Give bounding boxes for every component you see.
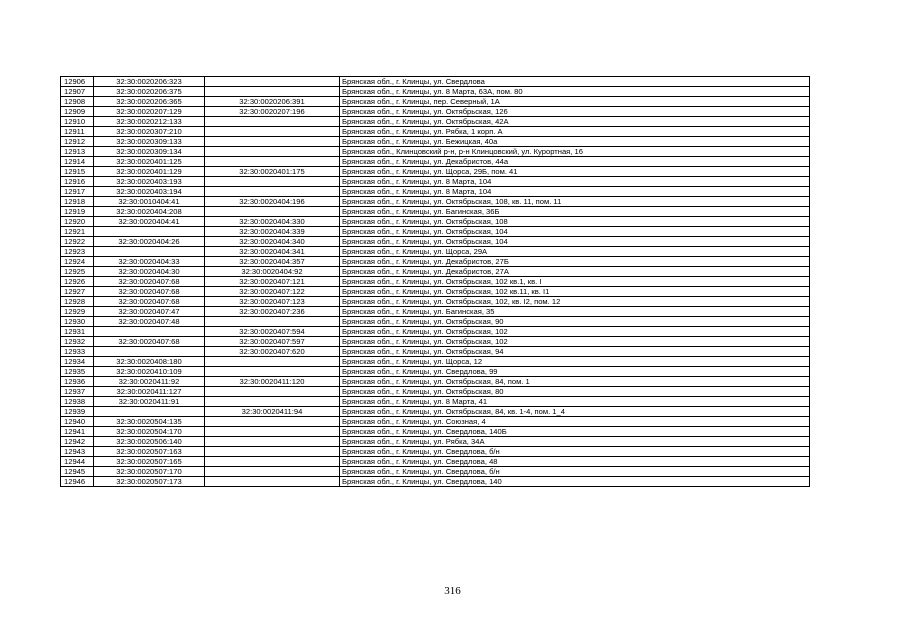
row-number-cell: 12931 xyxy=(61,327,94,337)
address-cell: Брянская обл., г. Клинцы, ул. Декабристов, 27А xyxy=(340,267,810,277)
address-cell: Брянская обл., г. Клинцы, ул. Октябрьская, 102 xyxy=(340,327,810,337)
related-number-cell xyxy=(205,137,340,147)
related-number-cell: 32:30:0020407:594 xyxy=(205,327,340,337)
cadastral-number-cell: 32:30:0020207:129 xyxy=(94,107,205,117)
related-number-cell: 32:30:0020411:120 xyxy=(205,377,340,387)
row-number-cell: 12943 xyxy=(61,447,94,457)
cadastral-number-cell: 32:30:0020309:134 xyxy=(94,147,205,157)
related-number-cell: 32:30:0020407:121 xyxy=(205,277,340,287)
related-number-cell xyxy=(205,127,340,137)
row-number-cell: 12912 xyxy=(61,137,94,147)
cadastral-number-cell: 32:30:0020404:208 xyxy=(94,207,205,217)
row-number-cell: 12941 xyxy=(61,427,94,437)
related-number-cell: 32:30:0020404:196 xyxy=(205,197,340,207)
table-row xyxy=(61,137,810,147)
table-row xyxy=(61,337,810,347)
row-number-cell: 12911 xyxy=(61,127,94,137)
related-number-cell: 32:30:0020404:330 xyxy=(205,217,340,227)
table-row xyxy=(61,267,810,277)
related-number-cell: 32:30:0020206:391 xyxy=(205,97,340,107)
related-number-cell xyxy=(205,357,340,367)
row-number-cell: 12928 xyxy=(61,297,94,307)
table-row xyxy=(61,77,810,87)
related-number-cell: 32:30:0020401:175 xyxy=(205,167,340,177)
table-row xyxy=(61,447,810,457)
related-number-cell: 32:30:0020407:597 xyxy=(205,337,340,347)
cadastral-number-cell: 32:30:0020404:41 xyxy=(94,217,205,227)
address-cell: Брянская обл., г. Клинцы, ул. Багинская, 35 xyxy=(340,307,810,317)
cadastral-number-cell: 32:30:0020407:68 xyxy=(94,287,205,297)
related-number-cell: 32:30:0020404:341 xyxy=(205,247,340,257)
related-number-cell xyxy=(205,207,340,217)
address-cell: Брянская обл., г. Клинцы, ул. Рябка, 1 корп. А xyxy=(340,127,810,137)
related-number-cell xyxy=(205,87,340,97)
row-number-cell: 12940 xyxy=(61,417,94,427)
related-number-cell xyxy=(205,77,340,87)
table-row xyxy=(61,97,810,107)
row-number-cell: 12932 xyxy=(61,337,94,347)
related-number-cell xyxy=(205,117,340,127)
cadastral-number-cell: 32:30:0020410:109 xyxy=(94,367,205,377)
cadastral-number-cell: 32:30:0020403:194 xyxy=(94,187,205,197)
row-number-cell: 12910 xyxy=(61,117,94,127)
row-number-cell: 12925 xyxy=(61,267,94,277)
address-cell: Брянская обл., г. Клинцы, ул. Октябрьская, 102 xyxy=(340,337,810,347)
cadastral-number-cell: 32:30:0020506:140 xyxy=(94,437,205,447)
row-number-cell: 12909 xyxy=(61,107,94,117)
address-cell: Брянская обл., г. Клинцы, пер. Северный, 1А xyxy=(340,97,810,107)
cadastral-number-cell xyxy=(94,247,205,257)
table-row xyxy=(61,167,810,177)
address-cell: Брянская обл., г. Клинцы, ул. Октябрьская, 104 xyxy=(340,227,810,237)
cadastral-number-cell: 32:30:0020309:133 xyxy=(94,137,205,147)
row-number-cell: 12918 xyxy=(61,197,94,207)
table-row xyxy=(61,217,810,227)
row-number-cell: 12915 xyxy=(61,167,94,177)
table-row xyxy=(61,87,810,97)
cadastral-number-cell xyxy=(94,347,205,357)
table-row xyxy=(61,297,810,307)
table-row xyxy=(61,397,810,407)
address-cell: Брянская обл., г. Клинцы, ул. Щорса, 29А xyxy=(340,247,810,257)
table-row xyxy=(61,257,810,267)
cadastral-number-cell: 32:30:0020507:165 xyxy=(94,457,205,467)
related-number-cell: 32:30:0020407:620 xyxy=(205,347,340,357)
table-row xyxy=(61,377,810,387)
address-cell: Брянская обл., г. Клинцы, ул. Октябрьская, 102 кв.1, кв. I xyxy=(340,277,810,287)
table-row xyxy=(61,107,810,117)
row-number-cell: 12908 xyxy=(61,97,94,107)
address-cell: Брянская обл., Клинцовский р-н, р-н Клинцовский, ул. Курортная, 16 xyxy=(340,147,810,157)
table-row xyxy=(61,417,810,427)
related-number-cell: 32:30:0020404:339 xyxy=(205,227,340,237)
address-cell: Брянская обл., г. Клинцы, ул. Бежицкая, 40а xyxy=(340,137,810,147)
row-number-cell: 12934 xyxy=(61,357,94,367)
address-cell: Брянская обл., г. Клинцы, ул. Октябрьская, 90 xyxy=(340,317,810,327)
table-row xyxy=(61,347,810,357)
table-row xyxy=(61,287,810,297)
row-number-cell: 12917 xyxy=(61,187,94,197)
address-cell: Брянская обл., г. Клинцы, ул. Октябрьская, 42А xyxy=(340,117,810,127)
row-number-cell: 12942 xyxy=(61,437,94,447)
table-row xyxy=(61,317,810,327)
table-row xyxy=(61,307,810,317)
address-cell: Брянская обл., г. Клинцы, ул. Октябрьская, 108 xyxy=(340,217,810,227)
table-row xyxy=(61,207,810,217)
row-number-cell: 12919 xyxy=(61,207,94,217)
cadastral-number-cell: 32:30:0020407:68 xyxy=(94,337,205,347)
related-number-cell xyxy=(205,157,340,167)
address-cell: Брянская обл., г. Клинцы, ул. Рябка, 34А xyxy=(340,437,810,447)
row-number-cell: 12923 xyxy=(61,247,94,257)
table-row xyxy=(61,237,810,247)
row-number-cell: 12945 xyxy=(61,467,94,477)
cadastral-number-cell xyxy=(94,327,205,337)
cadastral-number-cell: 32:30:0020507:163 xyxy=(94,447,205,457)
cadastral-number-cell: 32:30:0020407:68 xyxy=(94,297,205,307)
table-row xyxy=(61,477,810,487)
row-number-cell: 12937 xyxy=(61,387,94,397)
address-cell: Брянская обл., г. Клинцы, ул. Свердлова, б/н xyxy=(340,467,810,477)
cadastral-number-cell: 32:30:0020212:133 xyxy=(94,117,205,127)
row-number-cell: 12946 xyxy=(61,477,94,487)
cadastral-number-cell: 32:30:0020401:129 xyxy=(94,167,205,177)
table-row xyxy=(61,227,810,237)
row-number-cell: 12926 xyxy=(61,277,94,287)
table-row xyxy=(61,157,810,167)
related-number-cell xyxy=(205,367,340,377)
related-number-cell: 32:30:0020407:123 xyxy=(205,297,340,307)
cadastral-number-cell: 32:30:0020504:170 xyxy=(94,427,205,437)
related-number-cell: 32:30:0020407:122 xyxy=(205,287,340,297)
row-number-cell: 12921 xyxy=(61,227,94,237)
related-number-cell xyxy=(205,437,340,447)
related-number-cell xyxy=(205,317,340,327)
row-number-cell: 12907 xyxy=(61,87,94,97)
address-cell: Брянская обл., г. Клинцы, ул. Свердлова xyxy=(340,77,810,87)
address-cell: Брянская обл., г. Клинцы, ул. Свердлова, 140 xyxy=(340,477,810,487)
cadastral-number-cell: 32:30:0020411:92 xyxy=(94,377,205,387)
cadastral-number-cell: 32:30:0020407:68 xyxy=(94,277,205,287)
address-cell: Брянская обл., г. Клинцы, ул. Свердлова, 140Б xyxy=(340,427,810,437)
table-row xyxy=(61,467,810,477)
address-cell: Брянская обл., г. Клинцы, ул. Октябрьская, 80 xyxy=(340,387,810,397)
cadastral-number-cell: 32:30:0020504:135 xyxy=(94,417,205,427)
row-number-cell: 12914 xyxy=(61,157,94,167)
row-number-cell: 12944 xyxy=(61,457,94,467)
table-row xyxy=(61,407,810,417)
table-row xyxy=(61,197,810,207)
row-number-cell: 12927 xyxy=(61,287,94,297)
table-row xyxy=(61,437,810,447)
related-number-cell xyxy=(205,397,340,407)
related-number-cell: 32:30:0020207:196 xyxy=(205,107,340,117)
cadastral-number-cell: 32:30:0020404:33 xyxy=(94,257,205,267)
table-row xyxy=(61,177,810,187)
cadastral-number-cell: 32:30:0020206:375 xyxy=(94,87,205,97)
related-number-cell xyxy=(205,387,340,397)
cadastral-number-cell xyxy=(94,227,205,237)
related-number-cell: 32:30:0020404:340 xyxy=(205,237,340,247)
row-number-cell: 12920 xyxy=(61,217,94,227)
related-number-cell xyxy=(205,187,340,197)
cadastral-number-cell: 32:30:0010404:41 xyxy=(94,197,205,207)
address-cell: Брянская обл., г. Клинцы, ул. Щорса, 12 xyxy=(340,357,810,367)
cadastral-number-cell: 32:30:0020404:26 xyxy=(94,237,205,247)
address-cell: Брянская обл., г. Клинцы, ул. Декабристов, 44а xyxy=(340,157,810,167)
row-number-cell: 12916 xyxy=(61,177,94,187)
cadastral-number-cell: 32:30:0020206:323 xyxy=(94,77,205,87)
cadastral-number-cell: 32:30:0020411:91 xyxy=(94,397,205,407)
row-number-cell: 12930 xyxy=(61,317,94,327)
row-number-cell: 12936 xyxy=(61,377,94,387)
row-number-cell: 12939 xyxy=(61,407,94,417)
address-cell: Брянская обл., г. Клинцы, ул. 8 Марта, 41 xyxy=(340,397,810,407)
address-cell: Брянская обл., г. Клинцы, ул. Союзная, 4 xyxy=(340,417,810,427)
related-number-cell xyxy=(205,477,340,487)
cadastral-number-cell: 32:30:0020507:173 xyxy=(94,477,205,487)
related-number-cell: 32:30:0020404:92 xyxy=(205,267,340,277)
cadastral-number-cell: 32:30:0020401:125 xyxy=(94,157,205,167)
table-row xyxy=(61,387,810,397)
table-row xyxy=(61,367,810,377)
cadastral-number-cell: 32:30:0020407:48 xyxy=(94,317,205,327)
cadastral-number-cell: 32:30:0020403:193 xyxy=(94,177,205,187)
cadastral-number-cell: 32:30:0020408:180 xyxy=(94,357,205,367)
table-row xyxy=(61,247,810,257)
related-number-cell: 32:30:0020411:94 xyxy=(205,407,340,417)
address-cell: Брянская обл., г. Клинцы, ул. Октябрьская, 102, кв. I2, пом. 12 xyxy=(340,297,810,307)
table-row xyxy=(61,117,810,127)
table-row xyxy=(61,427,810,437)
address-cell: Брянская обл., г. Клинцы, ул. Декабристов, 27Б xyxy=(340,257,810,267)
address-cell: Брянская обл., г. Клинцы, ул. Октябрьская, 84, кв. 1-4, пом. 1_4 xyxy=(340,407,810,417)
related-number-cell: 32:30:0020404:357 xyxy=(205,257,340,267)
address-cell: Брянская обл., г. Клинцы, ул. Октябрьская, 108, кв. 11, пом. 11 xyxy=(340,197,810,207)
cadastral-table xyxy=(60,76,810,487)
address-cell: Брянская обл., г. Клинцы, ул. Багинская, 36Б xyxy=(340,207,810,217)
address-cell: Брянская обл., г. Клинцы, ул. Свердлова, б/н xyxy=(340,447,810,457)
table-row xyxy=(61,327,810,337)
table-row xyxy=(61,277,810,287)
table-row xyxy=(61,147,810,157)
address-cell: Брянская обл., г. Клинцы, ул. Октябрьская, 102 кв.11, кв. I1 xyxy=(340,287,810,297)
address-cell: Брянская обл., г. Клинцы, ул. 8 Марта, 104 xyxy=(340,177,810,187)
address-cell: Брянская обл., г. Клинцы, ул. 8 Марта, 104 xyxy=(340,187,810,197)
related-number-cell: 32:30:0020407:236 xyxy=(205,307,340,317)
table-row xyxy=(61,357,810,367)
related-number-cell xyxy=(205,447,340,457)
row-number-cell: 12913 xyxy=(61,147,94,157)
row-number-cell: 12922 xyxy=(61,237,94,247)
row-number-cell: 12938 xyxy=(61,397,94,407)
cadastral-number-cell: 32:30:0020411:127 xyxy=(94,387,205,397)
address-cell: Брянская обл., г. Клинцы, ул. Октябрьская, 104 xyxy=(340,237,810,247)
row-number-cell: 12933 xyxy=(61,347,94,357)
row-number-cell: 12935 xyxy=(61,367,94,377)
cadastral-number-cell: 32:30:0020407:47 xyxy=(94,307,205,317)
address-cell: Брянская обл., г. Клинцы, ул. Октябрьская, 84, пом. 1 xyxy=(340,377,810,387)
related-number-cell xyxy=(205,427,340,437)
address-cell: Брянская обл., г. Клинцы, ул. Свердлова, 99 xyxy=(340,367,810,377)
table-row xyxy=(61,187,810,197)
address-cell: Брянская обл., г. Клинцы, ул. 8 Марта, 63А, пом. 80 xyxy=(340,87,810,97)
cadastral-number-cell: 32:30:0020307:210 xyxy=(94,127,205,137)
table-row xyxy=(61,127,810,137)
related-number-cell xyxy=(205,467,340,477)
table-row xyxy=(61,457,810,467)
cadastral-number-cell: 32:30:0020206:365 xyxy=(94,97,205,107)
row-number-cell: 12929 xyxy=(61,307,94,317)
cadastral-number-cell: 32:30:0020404:30 xyxy=(94,267,205,277)
address-cell: Брянская обл., г. Клинцы, ул. Октябрьская, 126 xyxy=(340,107,810,117)
related-number-cell xyxy=(205,177,340,187)
address-cell: Брянская обл., г. Клинцы, ул. Щорса, 29Б, пом. 41 xyxy=(340,167,810,177)
related-number-cell xyxy=(205,417,340,427)
related-number-cell xyxy=(205,147,340,157)
page-number: 316 xyxy=(444,585,461,597)
row-number-cell: 12924 xyxy=(61,257,94,267)
address-cell: Брянская обл., г. Клинцы, ул. Октябрьская, 94 xyxy=(340,347,810,357)
related-number-cell xyxy=(205,457,340,467)
cadastral-number-cell: 32:30:0020507:170 xyxy=(94,467,205,477)
address-cell: Брянская обл., г. Клинцы, ул. Свердлова, 48 xyxy=(340,457,810,467)
cadastral-number-cell xyxy=(94,407,205,417)
row-number-cell: 12906 xyxy=(61,77,94,87)
